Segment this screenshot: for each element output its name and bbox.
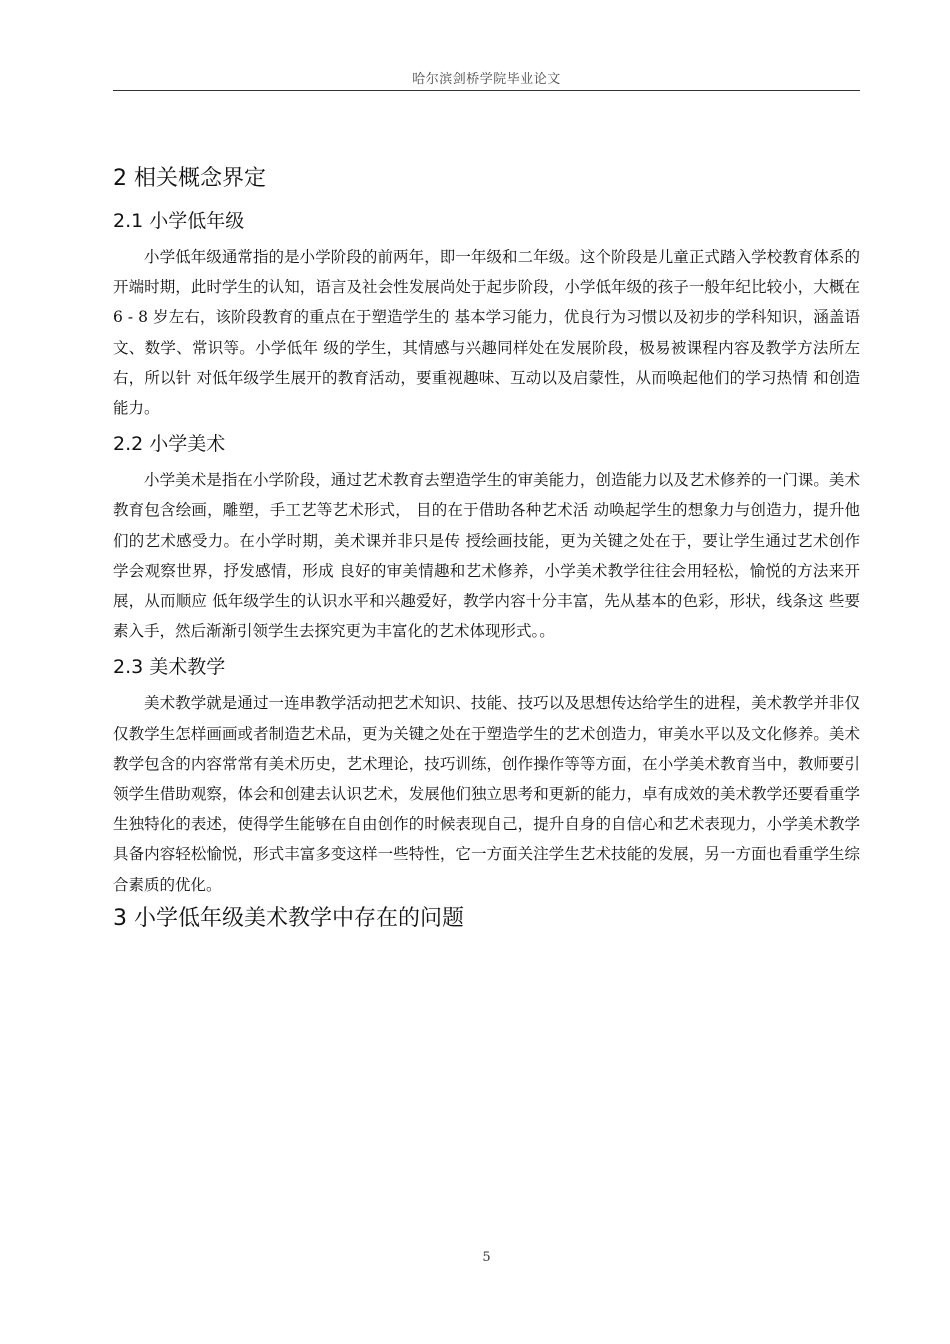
- section-heading-2: 2 相关概念界定: [113, 166, 266, 191]
- paragraph-2-1: 小学低年级通常指的是小学阶段的前两年，即一年级和二年级。这个阶段是儿童正式踏入学校教育体系的开端时期，此时学生的认知，语言及社会性发展尚处于起步阶段，小学低年级的孩子一般年纪比较小，大概在 6 - 8 岁左右，该阶段教育的重点在于塑造学生的 基本学习能力，优良行为习惯以及初步的学科知识，涵盖语文、数学、常识等。小学低年 级的学生，其情感与兴趣同样处在发展阶段，极易被课程内容及教学方法所左右，所以针 对低年级学生展开的教育活动，要重视趣味、互动以及启蒙性，从而唤起他们的学习热情 和创造能力。: [113, 248, 860, 418]
- running-header: 哈尔滨剑桥学院毕业论文: [412, 72, 561, 87]
- paragraph-2-2: 小学美术是指在小学阶段，通过艺术教育去塑造学生的审美能力，创造能力以及艺术修养的一门课。美术教育包含绘画，雕塑，手工艺等艺术形式， 目的在于借助各种艺术活 动唤起学生的想象力与创造力，提升他们的艺术感受力。在小学时期，美术课并非只是传 授绘画技能，更为关键之处在于，要让学生通过艺术创作学会观察世界，抒发感情，形成 良好的审美情趣和艺术修养，小学美术教学往往会用轻松，愉悦的方法来开展，从而顺应 低年级学生的认识水平和兴趣爱好，教学内容十分丰富，先从基本的色彩，形状，线条这 些要素入手，然后渐渐引领学生去探究更为丰富化的艺术体现形式。。: [113, 471, 860, 641]
- section-heading-3: 3 小学低年级美术教学中存在的问题: [113, 905, 464, 931]
- page-content: [113, 160, 860, 940]
- subsection-heading-2-2: 2.2 小学美术: [113, 433, 226, 456]
- header-divider: [113, 90, 860, 91]
- subsection-heading-2-3: 2.3 美术教学: [113, 656, 226, 679]
- paragraph-2-3: 美术教学就是通过一连串教学活动把艺术知识、技能、技巧以及思想传达给学生的进程，美术教学并非仅仅教学生怎样画画或者制造艺术品，更为关键之处在于塑造学生的艺术创造力，审美水平以及文化修养。美术教学包含的内容常常有美术历史，艺术理论，技巧训练，创作操作等等方面，在小学美术教育当中，教师要引领学生借助观察，体会和创建去认识艺术，发展他们独立思考和更新的能力，卓有成效的美术教学还要看重学生独特化的表述，使得学生能够在自由创作的时候表现自己，提升自身的自信心和艺术表现力，小学美术教学具备内容轻松愉悦，形式丰富多变这样一些特性，它一方面关注学生艺术技能的发展，另一方面也看重学生综合素质的优化。: [113, 694, 860, 894]
- subsection-heading-2-1: 2.1 小学低年级: [113, 210, 245, 232]
- page-number: 5: [482, 1250, 491, 1265]
